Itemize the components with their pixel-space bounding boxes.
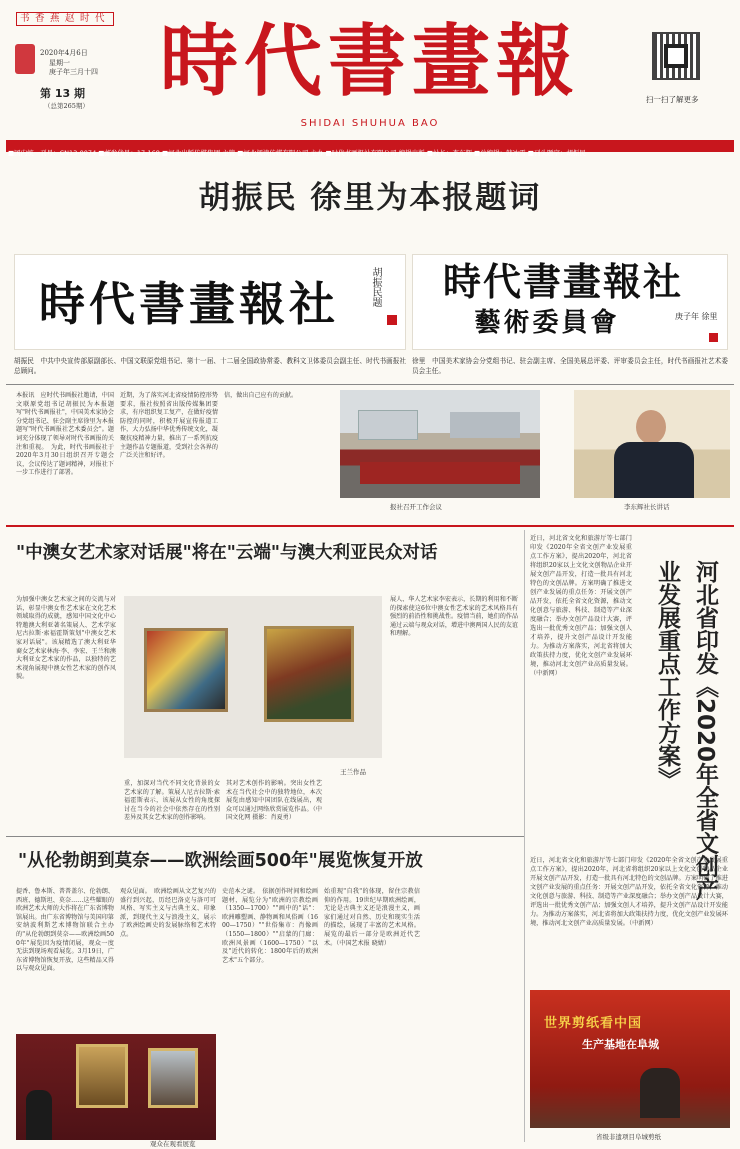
masthead-logo-seal	[15, 44, 35, 74]
photo-artworks	[124, 596, 382, 758]
caption-xu: 徐里 中国美术家协会分党组书记、驻会副主席、全国美展总评委、评审委员会主任，时代书画报社艺术委员会主任。	[412, 357, 728, 375]
series-label: 书香燕赵时代	[16, 12, 114, 26]
article3-headline: "从伦勃朗到莫奈——欧洲绘画500年"展览恢复开放	[18, 851, 423, 871]
photo-meeting	[340, 390, 540, 498]
article4-body-b: 近日，河北省文化和旅游厅等七部门印发《2020年全省文创产业发展重点工作方案》，提出2020年，河北省将组织20家以上文化文创物品企业开展文创产品开发，打造一批具有河北特色的文创品牌。方案明确了推进文创产业发展的重点任务：开展文创产品开发，依托全省文化资源，推动文化创意与旅游、科技、制造等产业深度融合；举办文创产品设计大赛，评选出一批优秀文创产品；加强文创人才培养，提升文创产品设计开发能力。为推动方案落实，河北省将加大政策扶持力度，优化文创产业发展环境，推动河北文创产业高质量发展。（中新网）	[530, 857, 728, 927]
calligraphy-xu-text: 時代書畫報社	[442, 259, 683, 304]
qr-caption: 扫一扫了解更多	[646, 95, 699, 104]
article2-col2: 重，加深对当代不同文化背景的女艺术家的了解。策展人尼古拉斯·索福霍斯表示，该展从女性的角度探讨在当今的社会中依然存在的性别差异及其女艺术家的创作影响。	[124, 780, 220, 822]
photo-papercut-caption: 省级非遗项目阜城剪纸	[596, 1133, 661, 1141]
photo-exhibition-caption: 观众在观看展览	[150, 1140, 196, 1148]
article3-col4: 始重现"自我"的体现，留住宗教信仰的作用。19世纪早期欧洲绘画，无论是古典主义还是浪漫主义，画家们通过对自然、历史和现实生活的描绘，展现了丰富的艺术风格。展览的最后一部分是欧洲近代艺术。（中国艺术报 晓婧）	[324, 888, 420, 947]
article1-col2: 近期，为了落实河北省疫情防控形势要求，报社按照省出版传媒集团要求，有序组织复工复产，在做好疫情防控的同时，积极开展宣传报道工作，大力弘扬中华优秀传统文化，凝聚抗疫精神力量，推出了一系列抗疫主题作品专题报道，受到社会各界的广泛关注和好评。	[120, 392, 218, 460]
article4-body-a: 近日，河北省文化和旅游厅等七部门印发《2020年全省文创产业发展重点工作方案》，提出2020年，河北省将组织20家以上文化文创物品企业开展文创产品开发，打造一批具有河北特色的文创品牌。方案明确了推进文创产业发展的重点任务：开展文创产品开发，依托全省文化资源，推动文化创意与旅游、科技、制造等产业深度融合；举办文创产品设计大赛，评选出一批优秀文创产品；加强文创人才培养，提升文创产品设计开发能力。为推动方案落实，河北省将加大政策扶持力度，优化文创产业发展环境，推动河北文创产业高质量发展。（中新网）	[530, 535, 632, 677]
masthead-weekday: 星期一	[49, 59, 70, 67]
papercut-sign: 生产基地在阜城	[582, 1038, 659, 1051]
masthead-date: 2020年4月6日	[40, 49, 88, 57]
calligraphy-xu	[412, 254, 728, 350]
article2-col4: 展人、华人艺术家李宏表示，长期的利用和不断的探索使这6位中澳女性艺术家的艺术风格具有强烈的前沿性和挑战性。疫情当前，她们的作品通过云端与观众对话，增进中澳两国人民的友谊和理解。	[390, 596, 518, 638]
main-headline: 胡振民 徐里为本报题词	[198, 180, 542, 216]
photo-artworks-caption: 王兰作品	[340, 768, 366, 776]
seal-stamp	[387, 315, 397, 325]
article3-col3: 史范本之谜。 依据创作时间和绘画题材，展览分为"欧洲的宗教绘画（1350—1700）""画中的"话"：欧洲雕塑画、静物画和风俗画（1600—1750）""世俗集市：肖像画（1550—1800）""启蒙的门廊：欧洲风景画（1600—1750）"以及"近代的转化：1800年后的欧洲艺术"五个部分。	[222, 888, 318, 964]
newspaper-title: 時代書畫報	[159, 16, 580, 107]
photo-meeting-caption: 报社召开工作会议	[390, 503, 442, 511]
calligraphy-xu-subtitle: 藝術委員會	[474, 308, 620, 338]
article2-col3: 其对艺术创作的影响。突出女性艺术在当代社会中的独特地位，本次展览由感知中国团队在线展出，观众可以通过网络欣赏展览作品。（中国文化网 摄影：肖夏勇）	[226, 780, 322, 822]
article2-headline: "中澳女艺术家对话展"将在"云端"与澳大利亚民众对话	[16, 543, 438, 563]
photo-president	[574, 390, 730, 498]
photo-exhibition	[16, 1034, 216, 1140]
masthead-series	[16, 12, 166, 26]
seal-stamp	[709, 333, 718, 342]
divider	[6, 384, 734, 385]
article2-col1: 为加强中澳女艺术家之间的交流与对话，彰显中澳女性艺术家在文化艺术领域取得的成就，感知中国文化中心特邀澳大利亚著名策展人、艺术学家尼古拉斯·索福霍斯策划"中澳女艺术家对话展"。该展精选了澳大利亚华裔女艺术家林海·李、李宏、王兰和澳大利亚女艺术家的作品，以独特的艺术视角展现中澳女性艺术家的创作风貌。	[16, 596, 116, 681]
issue-number: 第 13 期	[40, 87, 85, 100]
divider	[6, 836, 524, 837]
issue-total: （总第265期）	[44, 102, 89, 110]
article1-col3: 信，做出自己应有的贡献。	[224, 392, 298, 399]
caption-hu: 胡振民 中共中央宣传部原副部长、中国文联原党组书记、第十一届、十二届全国政协常委、教科文卫体委员会副主任、时代书画报社总顾问。	[14, 357, 406, 375]
masthead-lunar: 庚子年三月十四	[49, 68, 98, 76]
info-bar	[6, 140, 734, 157]
photo-papercut	[530, 990, 730, 1128]
photo-president-caption: 李东辉社长讲话	[624, 503, 670, 511]
calligraphy-xu-signature: 庚子年 徐里	[675, 312, 718, 321]
article1-col1: 本报讯 应时代书画报社邀请，中国文联原党组书记胡振民为本报题写"时代书画报社"，中国美术家协会分党组书记、驻会副主席徐里为本报题写"时代书画报社艺术委员会"。题词充分体现了领导对时代书画报的关注和重视。 为此，时代书画报社于2020年3月30日组织召开专题会议，会议传达了题词精神，对报社下一步工作进行了部署。	[16, 392, 114, 477]
article3-col2: 观众见面。 欧洲绘画从文艺复兴的盛行到兴起，历经巴洛克与洛可可风格、写实主义与古典主义、印象派，到现代主义与浪漫主义，展示了欧洲绘画史的发展脉络和艺术特点。	[120, 888, 216, 938]
newspaper-pinyin: SHIDAI SHUHUA BAO	[300, 118, 440, 129]
calligraphy-hu-signature: 胡振民题	[370, 267, 381, 307]
papercut-banner: 世界剪纸看中国	[544, 1016, 643, 1031]
info-bar-text: ■国内统一刊号：CN13-0074 ■邮发代号：17-168 ■河北出版传媒集团 主管 ■河北阅读传媒有限公司 主办 ■时代书画报社有限公司 编辑出版 ■社长：李东辉 ■总编辑：韩冰雪 ■刊头题字：胡振民	[8, 149, 586, 157]
qr-code-inner	[664, 44, 688, 68]
article4-headline: 河北省印发《2020年全省文创产业发展重点工作方案》	[654, 560, 718, 901]
calligraphy-hu-text: 時代書畫報社	[39, 277, 339, 331]
section-rule	[6, 525, 734, 527]
calligraphy-hu	[14, 254, 406, 350]
column-divider	[524, 530, 525, 1142]
article3-col1: 提香、鲁本斯、普普盖尔、伦勃朗、西班、德斯坦、莫奈……这些耀眼的欧洲艺术大师的大作将在广东省博物馆展出。由广东省博物馆与美国印第安纳波利斯艺术博物馆联合主办的"从伦勃朗到莫奈——欧洲绘画500年"展览因为疫情闭展，观众一度无法到现场观看展览。3月19日，广东省博物馆恢复开放，这些精品又得以与观众见面。	[16, 888, 114, 973]
